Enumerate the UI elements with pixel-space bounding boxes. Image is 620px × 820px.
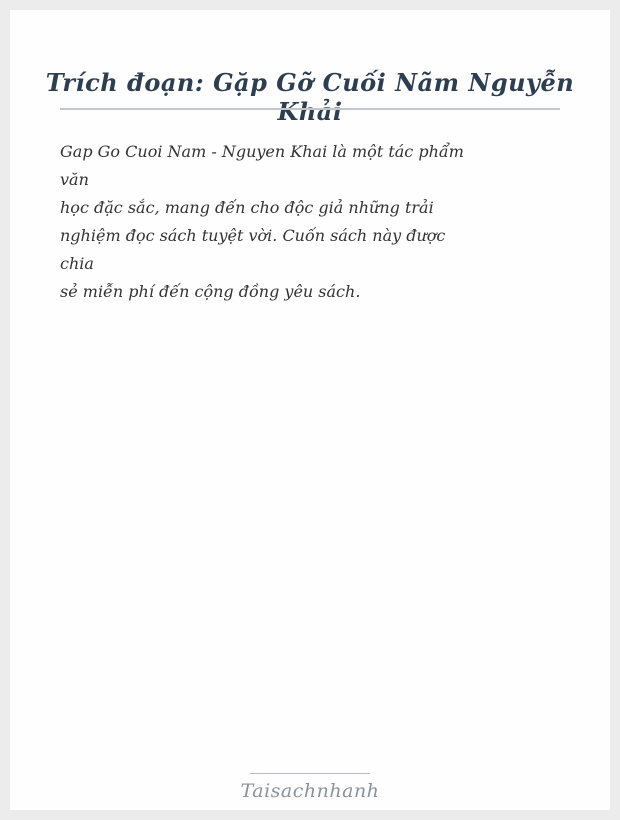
body-line: Gap Go Cuoi Nam - Nguyen Khai là một tác phẩm [60, 142, 464, 161]
body-line: nghiệm đọc sách tuyệt vời. Cuốn sách này được [60, 226, 446, 245]
footer-separator-rule [250, 773, 370, 774]
body-line: sẻ miễn phí đến cộng đồng yêu sách. [60, 282, 361, 301]
title-separator-rule [60, 108, 560, 110]
document-page [10, 10, 610, 810]
body-line: học đặc sắc, mang đến cho độc giả những trải [60, 198, 434, 217]
footer-site-name: Taisachnhanh [240, 780, 380, 802]
page-title: Trích đoạn: Gặp Gỡ Cuối Nãm Nguyễn Khải [45, 68, 575, 126]
body-line: văn [60, 170, 89, 189]
body-line: chia [60, 254, 94, 273]
body-text-block [60, 138, 560, 306]
page-footer [10, 773, 610, 802]
